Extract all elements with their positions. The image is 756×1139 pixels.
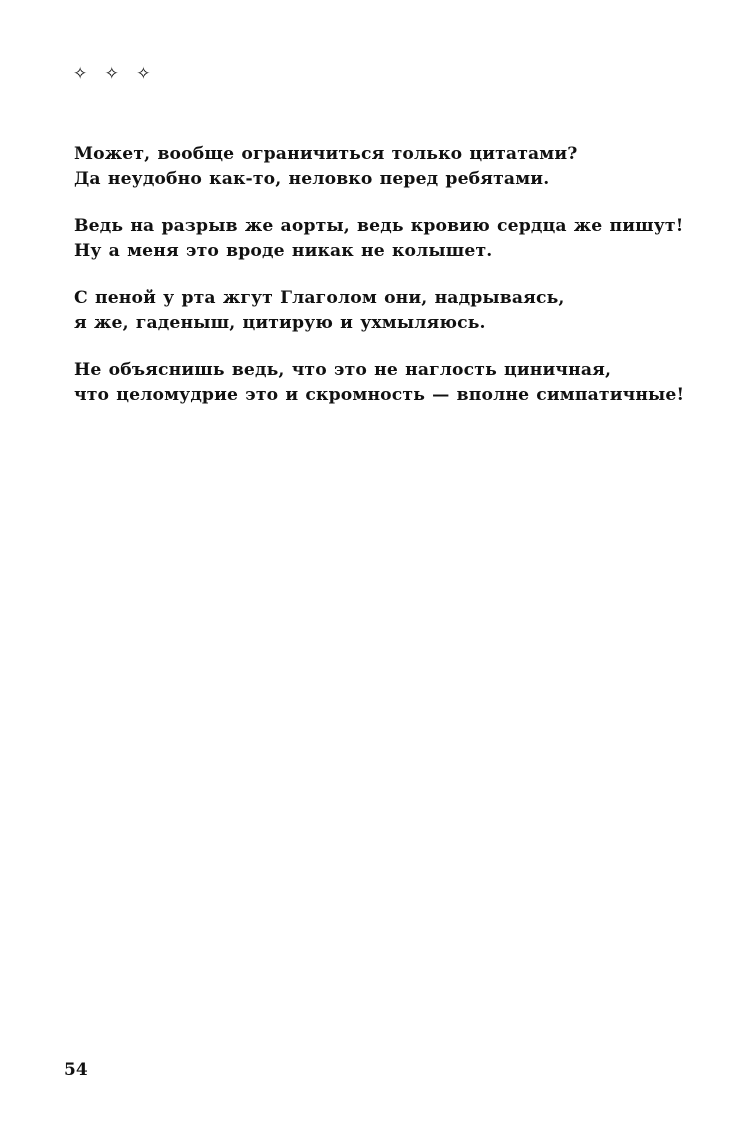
poem-line: Может, вообще ограничиться только цитатами?	[74, 144, 578, 164]
poem	[74, 142, 714, 430]
poem-line: я же, гаденыш, цитирую и ухмыляюсь.	[74, 313, 486, 333]
stanza-1	[74, 142, 714, 192]
poem-line: Не объяснишь ведь, что это не наглость циничная,	[74, 360, 612, 380]
poem-line: Ведь на разрыв же аорты, ведь кровию сердца же пишут!	[74, 216, 684, 236]
poem-line: Ну а меня это вроде никак не колышет.	[74, 241, 493, 261]
stanza-4	[74, 358, 714, 408]
poem-line: С пеной у рта жгут Глаголом они, надрываясь,	[74, 288, 565, 308]
stanza-3	[74, 286, 714, 336]
stanza-2	[74, 214, 714, 264]
section-ornament: ✧ ✧ ✧	[73, 64, 157, 84]
page-number: 54	[64, 1060, 88, 1080]
poem-line: Да неудобно как-то, неловко перед ребятами.	[74, 169, 550, 189]
poem-line: что целомудрие это и скромность — вполне симпатичные!	[74, 385, 685, 405]
